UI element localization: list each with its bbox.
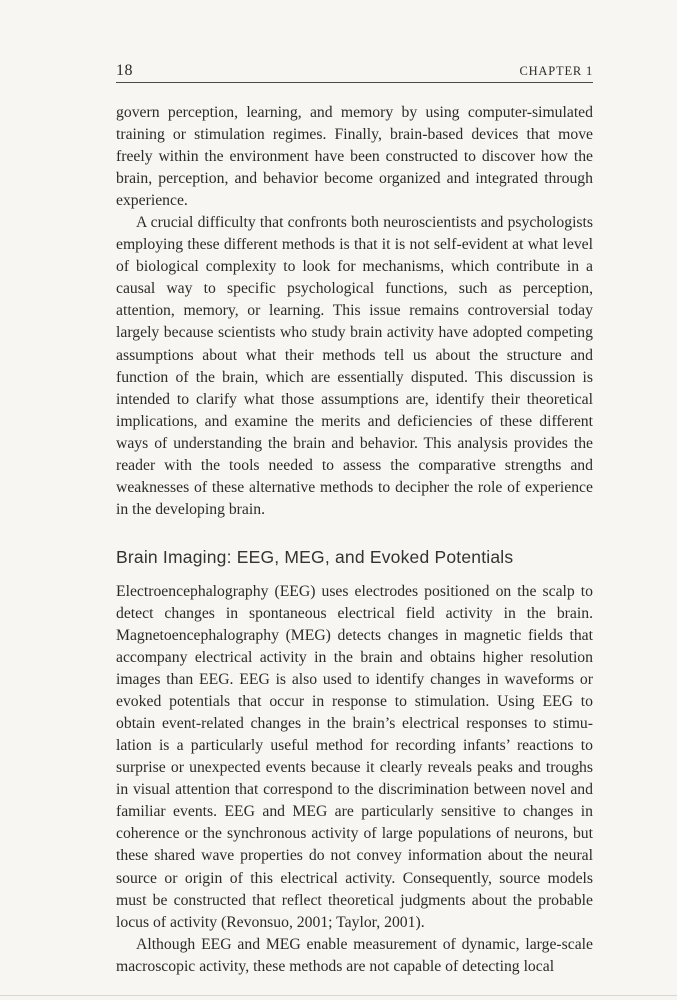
section-paragraph: Electroencephalography (EEG) uses electrodes positioned on the scalp to detect changes in spontaneous electrical field activity in the brain. Magnetoencephalography (MEG) detects changes in magnetic fields that accompany electrical activity in the brain and obtains higher resolution images than EEG. EEG is also used to identify changes in waveforms or evoked potentials that occur in response to stimulation. Using EEG to obtain event-related changes in the brain’s electrical responses to stimulation is a particularly useful method for recording infants’ reactions to surprise or unexpected events because it clearly reveals peaks and troughs in visual attention that correspond to the discrimination between novel and familiar events. EEG and MEG are particularly sensitive to changes in coherence or the synchronous activity of large populations of neurons, but these shared wave properties do not convey information about the neural source or origin of this electrical activity. Consequently, source models must be constructed that reflect theoretical judgments about the probable locus of activity (Revonsuo, 2001; Taylor, 2001). [116, 582, 593, 931]
paragraph-continued: govern perception, learning, and memory by using computer-simulated training or stimulation regimes. Finally, brain-based devices that move freely within the environment have been constructed to discover how the brain, perception, and behavior become organized and integrated through experience. [116, 104, 593, 210]
running-head: CHAPTER 1 [519, 64, 593, 78]
section-paragraph: Although EEG and MEG enable measurement of dynamic, large-scale macroscopic activity, these methods are not capable of detecting local [116, 935, 593, 975]
page-body [116, 102, 593, 978]
page-edge [0, 995, 677, 996]
page-header [116, 60, 593, 83]
paragraph: A crucial difficulty that confronts both neuroscientists and psychologists employing these different methods is that it is not self-evident at what level of biological complexity to look for mechanisms, which contribute in a causal way to specific psychological functions, such as perception, attention, memory, or learning. This issue remains controversial today largely because scientists who study brain activity have adopted competing assumptions about what their methods tell us about the structure and function of the brain, which are essentially disputed. This discussion is intended to clarify what those assumptions are, identify their theoretical implications, and examine the merits and deficiencies of these different ways of understanding the brain and behavior. This analysis provides the reader with the tools needed to assess the comparative strengths and weaknesses of these alternative methods to decipher the role of experience in the developing brain. [116, 214, 593, 518]
section-heading: Brain Imaging: EEG, MEG, and Evoked Potentials [116, 546, 514, 567]
page-number: 18 [116, 62, 133, 79]
